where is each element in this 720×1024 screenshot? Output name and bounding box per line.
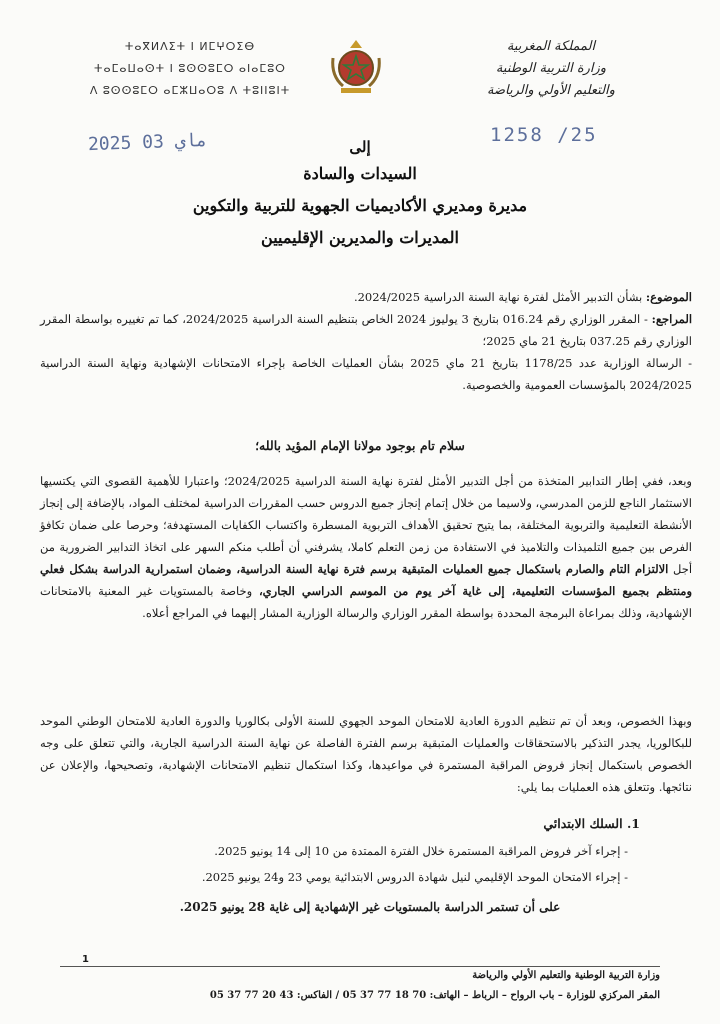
subject-text: بشأن التدبير الأمثل لفترة نهاية السنة الدراسية 2024/2025. [353, 290, 643, 304]
page-number: 1 [82, 954, 89, 965]
tifinagh-line-1: ⵜⴰⴳⵍⴷⵉⵜ ⵏ ⵍⵎⵖⵔⵉⴱ [124, 40, 256, 53]
reference-1: - المقرر الوزاري رقم 016.24 بتاريخ 3 يوليوز 2024 الخاص بتنظيم السنة الدراسية 2024/2025، كما تم تغييره بواسطة المقرر الوزاري رقم 037.25 بتاريخ 21 ماي 2025؛ [40, 312, 692, 348]
footer-divider [60, 966, 660, 967]
date-stamp: 2025 ماي 03 [87, 129, 208, 156]
reference-number-stamp: 1258 /25 [490, 124, 598, 146]
tifinagh-line-2: ⵜⴰⵎⴰⵡⴰⵙⵜ ⵏ ⵓⵙⵙⵓⵎⵔ ⴰⵏⴰⵎⵓⵔ [94, 62, 286, 75]
addressee-to: إلى [349, 138, 371, 156]
closing-note: على أن تستمر الدراسة بالمستويات غير الإشهادية إلى غاية 28 يونيو 2025. [179, 900, 561, 914]
subject [40, 286, 692, 308]
paragraph-1 [40, 470, 692, 624]
footer-address: المقر المركزي للوزارة – باب الرواح – الرباط – الهاتف: 70 18 77 37 05 / الفاكس: 43 20 77 37 05 [209, 990, 660, 1001]
ministry-name-1: وزارة التربية الوطنية [495, 61, 607, 76]
paragraph-1-part-1: وبعد، ففي إطار التدابير المتخذة من أجل التدبير الأمثل لفترة نهاية السنة الدراسية 2024/2025؛ واعتبارا للأهمية القصوى التي يكتسيها الاستثمار الناجع للزمن المدرسي، ولاسيما من خلال إتمام إنجاز جميع الدروس حسب المقررات الدراسية لمختلف المواد، بالإضافة إلى إنجاز الأنشطة التعليمية والتربوية المختلفة، بما يتيح تحقيق الأهداف التربوية المسطرة واكتساب الكفايات المستهدفة؛ وحرصا على ضمان تكافؤ الفرص بين جميع التلميذات والتلاميذ في الاستفادة من زمن التعلم كاملا، يشرفني أن أطلب منكم السهر على اتخاذ التدابير الضرورية من أجل [40, 474, 693, 576]
subject-label: الموضوع: [645, 290, 692, 304]
addressee-line-2: مديرة ومديري الأكاديميات الجهوية للتربية والتكوين [192, 196, 528, 215]
paragraph-1-emphasis: الالتزام التام والصارم باستكمال جميع العمليات المتبقية برسم فترة نهاية السنة الدراسية، وضمان استمرارية الدراسة بشكل فعلي ومنتظم بجميع المؤسسات التعليمية، إلى غاية آخر يوم من الموسم الدراسي الجاري، [40, 562, 693, 598]
references-label: المراجع: [651, 312, 693, 326]
reference-2: - الرسالة الوزارية عدد 1178/25 بتاريخ 21 ماي 2025 بشأن العمليات الخاصة بإجراء الامتحانات الإشهادية ونهاية السنة الدراسية 2024/2025 بالمؤسسات العمومية والخصوصية. [40, 356, 692, 392]
kingdom-name: المملكة المغربية [506, 39, 596, 54]
addressee-line-3: المديرات والمديرين الإقليميين [261, 228, 459, 247]
tifinagh-line-3: ⴷ ⵓⵙⵙⵓⵎⵔ ⴰⵎⵣⵡⴰⵔⵓ ⴷ ⵜⵓⵏⵏⵓⵏⵜ [89, 84, 291, 97]
header-arabic [426, 36, 676, 102]
ministry-name-2: والتعليم الأولي والرياضة [487, 83, 615, 98]
paragraph-2: وبهذا الخصوص، وبعد أن تم تنظيم الدورة العادية للامتحان الموحد الجهوي للسنة الأولى بكالوريا والدورة العادية للامتحان الوطني الموحد للبكالوريا، يجدر التذكير بالاستحقاقات والعمليات المتبقية برسم الفترة الفاصلة عن نهاية السنة الدراسية الجارية، والتي تتعلق على وجه الخصوص باستكمال إنجاز فروض المراقبة المستمرة في مواعيدها، وكذا استكمال تنظيم الامتحانات الإشهادية، وتصحيحها، والإعلان عن نتائجها. وتتعلق هذه العمليات بما يلي: [40, 714, 692, 794]
section-1-list [68, 838, 628, 890]
section-1-title: 1. السلك الابتدائي [543, 816, 640, 831]
list-item: - إجراء الامتحان الموحد الإقليمي لنيل شهادة الدروس الابتدائية يومي 23 و24 يونيو 2025. [68, 864, 628, 890]
paragraph-1-part-2: وخاصة بالمستويات غير المعنية بالامتحانات الإشهادية، وذلك بمراعاة البرمجة المحددة بواسطة المقرر الوزاري والرسالة الوزارية المشار إليهما في المراجع أعلاه. [40, 584, 692, 620]
list-item: - إجراء آخر فروض المراقبة المستمرة خلال الفترة الممتدة من 10 إلى 14 يونيو 2025. [68, 838, 628, 864]
greeting: سلام تام بوجود مولانا الإمام المؤيد بالله؛ [255, 438, 465, 453]
addressee-line-1: السيدات والسادة [303, 164, 417, 183]
footer-ministry: وزارة التربية الوطنية والتعليم الأولي والرياضة [472, 970, 660, 981]
header-tifinagh [40, 36, 340, 102]
morocco-coat-of-arms-icon [325, 36, 387, 98]
references [40, 308, 692, 396]
